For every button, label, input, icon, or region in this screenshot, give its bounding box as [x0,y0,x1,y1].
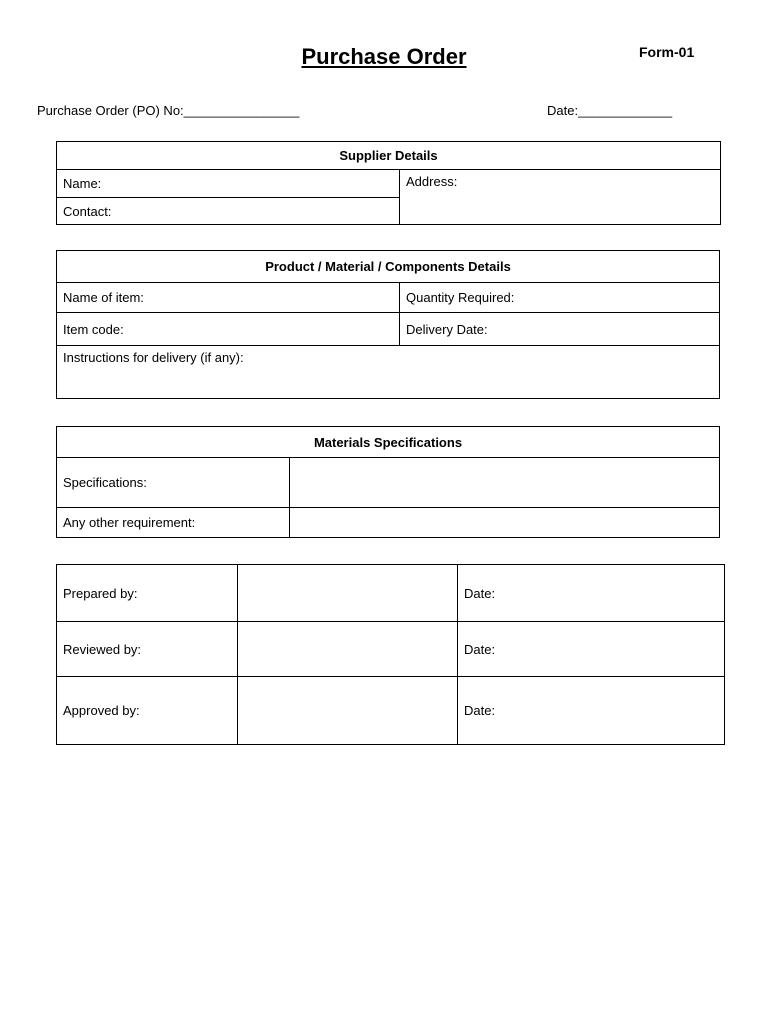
quantity-required-field[interactable]: Quantity Required: [400,283,720,313]
form-number: Form-01 [639,44,695,60]
other-requirement-label: Any other requirement: [57,508,290,538]
po-number-field[interactable]: Purchase Order (PO) No:________________ [37,103,300,118]
reviewed-by-label: Reviewed by: [57,622,238,677]
product-details-table [56,250,720,399]
prepared-by-label: Prepared by: [57,565,238,622]
delivery-date-field[interactable]: Delivery Date: [400,313,720,346]
po-date-field[interactable]: Date:_____________ [547,103,673,118]
item-name-field[interactable]: Name of item: [57,283,400,313]
supplier-name-field[interactable]: Name: [57,170,400,198]
specifications-input[interactable] [290,458,720,508]
product-details-heading: Product / Material / Components Details [57,251,720,283]
approved-by-input[interactable] [238,677,458,745]
specifications-label: Specifications: [57,458,290,508]
delivery-instructions-field[interactable]: Instructions for delivery (if any): [57,346,720,399]
supplier-details-heading: Supplier Details [57,142,721,170]
materials-specifications-table [56,426,720,538]
signoff-table [56,564,725,745]
reviewed-by-input[interactable] [238,622,458,677]
prepared-by-input[interactable] [238,565,458,622]
materials-specifications-heading: Materials Specifications [57,427,720,458]
approved-by-label: Approved by: [57,677,238,745]
supplier-contact-field[interactable]: Contact: [57,198,400,225]
supplier-address-field[interactable]: Address: [400,170,721,225]
supplier-details-table [56,141,721,225]
prepared-date-field[interactable]: Date: [458,565,725,622]
reviewed-date-field[interactable]: Date: [458,622,725,677]
other-requirement-input[interactable] [290,508,720,538]
page-title: Purchase Order [301,44,467,69]
approved-date-field[interactable]: Date: [458,677,725,745]
item-code-field[interactable]: Item code: [57,313,400,346]
